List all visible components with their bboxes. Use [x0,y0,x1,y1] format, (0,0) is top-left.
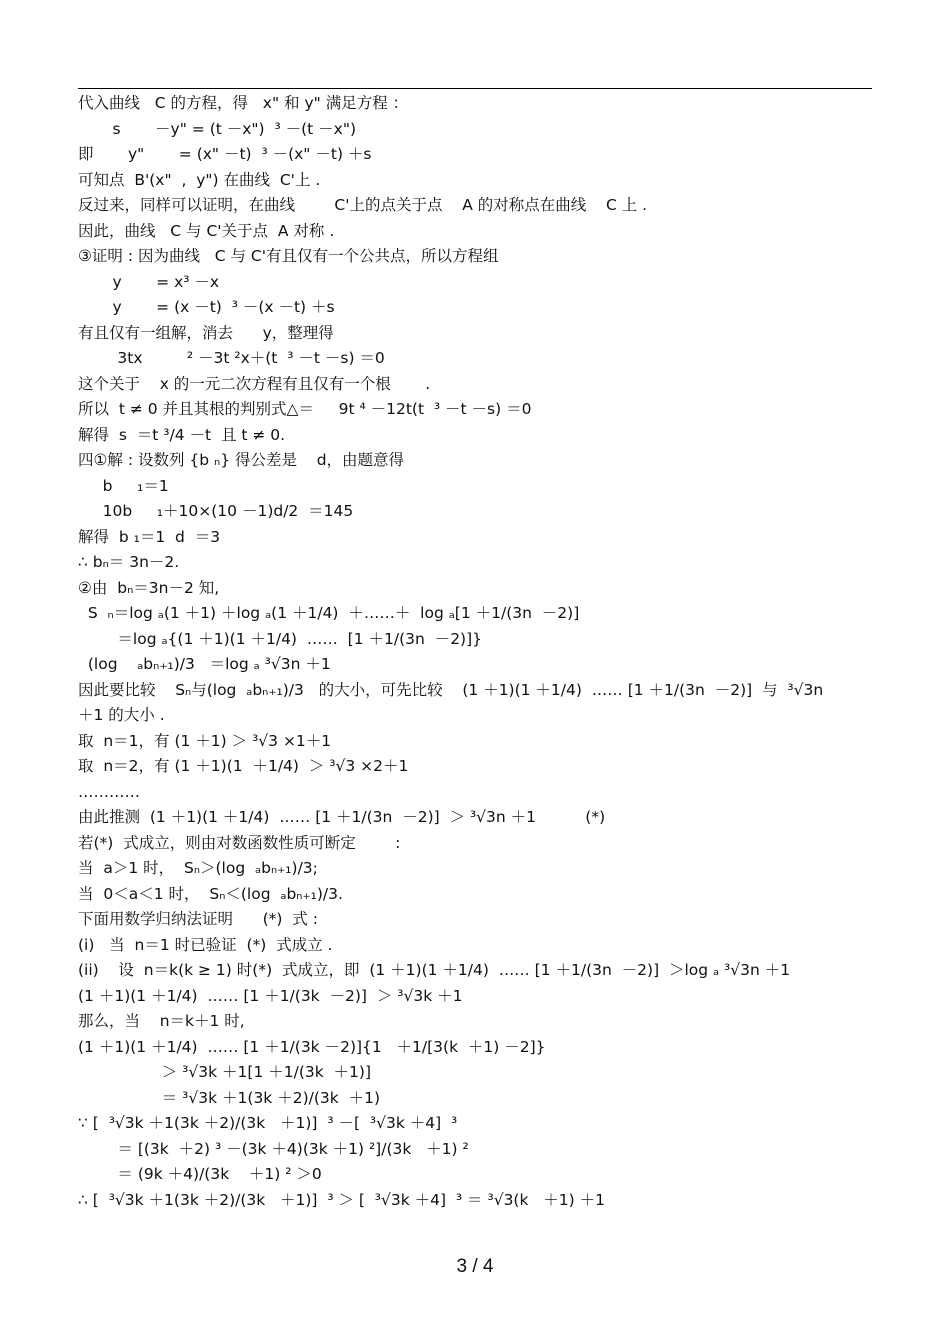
text-line: ②由 bₙ＝3n－2 知, [78,578,220,597]
text-line: 下面用数学归纳法证明 (*) 式 : [78,910,318,928]
text-line: 反过来，同样可以证明，在曲线 C'上的点关于点 A 的对称点在曲线 C 上 . [78,196,648,214]
text-line: 解得 b ₁＝1 d ＝3 [78,527,221,546]
text-line: b ₁＝1 [78,476,169,495]
text-line: (ii) 设 n＝k(k ≥ 1) 时(*) 式成立，即 (1 ＋1)(1 ＋1/4) …… [1 ＋1/(3n －2)] ＞log ₐ ³√3n ＋1 [78,961,791,979]
text-line: y = x³ －x [78,272,220,291]
text-line: y = (x －t) ³ －(x －t) ＋s [78,298,335,316]
text-line: s －y" = (t －x") ³ －(t －x") [78,119,356,138]
text-line: ＝log ₐ{(1 ＋1)(1 ＋1/4) …… [1 ＋1/(3n －2)]} [78,629,483,648]
text-line: ＝ ³√3k ＋1(3k ＋2)/(3k ＋1) [78,1088,380,1107]
text-line: (1 ＋1)(1 ＋1/4) …… [1 ＋1/(3k －2)]{1 ＋1/[3(k ＋1) －2]} [78,1037,546,1056]
page-number: 3 / 4 [456,1256,494,1277]
text-line: 代入曲线 C 的方程，得 x" 和 y" 满足方程 ： [78,94,409,112]
text-line: 四①解 : 设数列 {b ₙ} 得公差是 d，由题意得 [78,451,405,469]
text-line: 那么，当 n＝k＋1 时, [78,1012,245,1030]
text-line: ＝ (9k ＋4)/(3k ＋1) ² ＞0 [78,1165,322,1183]
text-line: 所以 t ≠ 0 并且其根的判别式△＝ 9t ⁴ －12t(t ³ －t －s) ＝0 [78,400,532,418]
text-line: 解得 s ＝t ³/4 －t 且 t ≠ 0. [78,425,286,444]
text-line: 若(*) 式成立，则由对数函数性质可断定 : [78,833,401,852]
text-line: 因此要比较 Sₙ与(log ₐbₙ₊₁)/3 的大小，可先比较 (1 ＋1)(1 ＋1/4) …… [1 ＋1/(3n －2)] 与 ³√3n [78,680,824,699]
text-line: S ₙ＝log ₐ(1 ＋1) ＋log ₐ(1 ＋1/4) ＋……＋ log ₐ[1 ＋1/(3n －2)] [78,604,580,622]
text-line: ∴ bₙ＝ 3n－2. [78,553,180,571]
text-line: 有且仅有一组解，消去 y，整理得 [78,323,334,342]
text-line: 取 n＝1，有 (1 ＋1) ＞ ³√3 ×1＋1 [78,731,332,750]
text-line: ③证明 : 因为曲线 C 与 C'有且仅有一个公共点，所以方程组 [78,247,499,265]
text-line: (i) 当 n＝1 时已验证 (*) 式成立 . [78,935,333,954]
text-line: 这个关于 x 的一元二次方程有且仅有一个根 . [78,374,431,393]
text-line: ………… [78,782,140,801]
text-line: 即 y" = (x" －t) ³ －(x" －t) ＋s [78,145,372,163]
text-line: (1 ＋1)(1 ＋1/4) …… [1 ＋1/(3k －2)] ＞ ³√3k ＋1 [78,986,463,1005]
text-line: 由此推测 (1 ＋1)(1 ＋1/4) …… [1 ＋1/(3n －2)] ＞ ³√3n ＋1 (*) [78,808,606,826]
document-body [78,91,878,1213]
text-line: 当 0＜a＜1 时， Sₙ＜(log ₐbₙ₊₁)/3. [78,884,343,903]
text-line: 因此，曲线 C 与 C'关于点 A 对称 . [78,221,335,240]
text-line: 3tx ² －3t ²x＋(t ³ －t －s) ＝0 [78,349,385,367]
header-rule [78,88,872,89]
text-line: 当 a＞1 时， Sₙ＞(log ₐbₙ₊₁)/3; [78,859,318,877]
text-line: ＝ [(3k ＋2) ³ －(3k ＋4)(3k ＋1) ²]/(3k ＋1) ² [78,1139,469,1158]
text-line: ∴ [ ³√3k ＋1(3k ＋2)/(3k ＋1)] ³ ＞ [ ³√3k ＋4] ³ ＝ ³√3(k ＋1) ＋1 [78,1190,605,1209]
text-line: 可知点 B'(x" , y") 在曲线 C'上 . [78,170,321,189]
text-line: 取 n＝2，有 (1 ＋1)(1 ＋1/4) ＞ ³√3 ×2＋1 [78,757,409,775]
text-line: ∵ [ ³√3k ＋1(3k ＋2)/(3k ＋1)] ³ －[ ³√3k ＋4] ³ [78,1114,458,1132]
text-line: ＋1 的大小 . [78,706,165,724]
text-line: (log ₐbₙ₊₁)/3 ＝log ₐ ³√3n ＋1 [78,655,331,673]
text-line: ＞ ³√3k ＋1[1 ＋1/(3k ＋1)] [78,1063,372,1081]
text-line: 10b ₁＋10×(10 －1)d/2 ＝145 [78,502,354,520]
